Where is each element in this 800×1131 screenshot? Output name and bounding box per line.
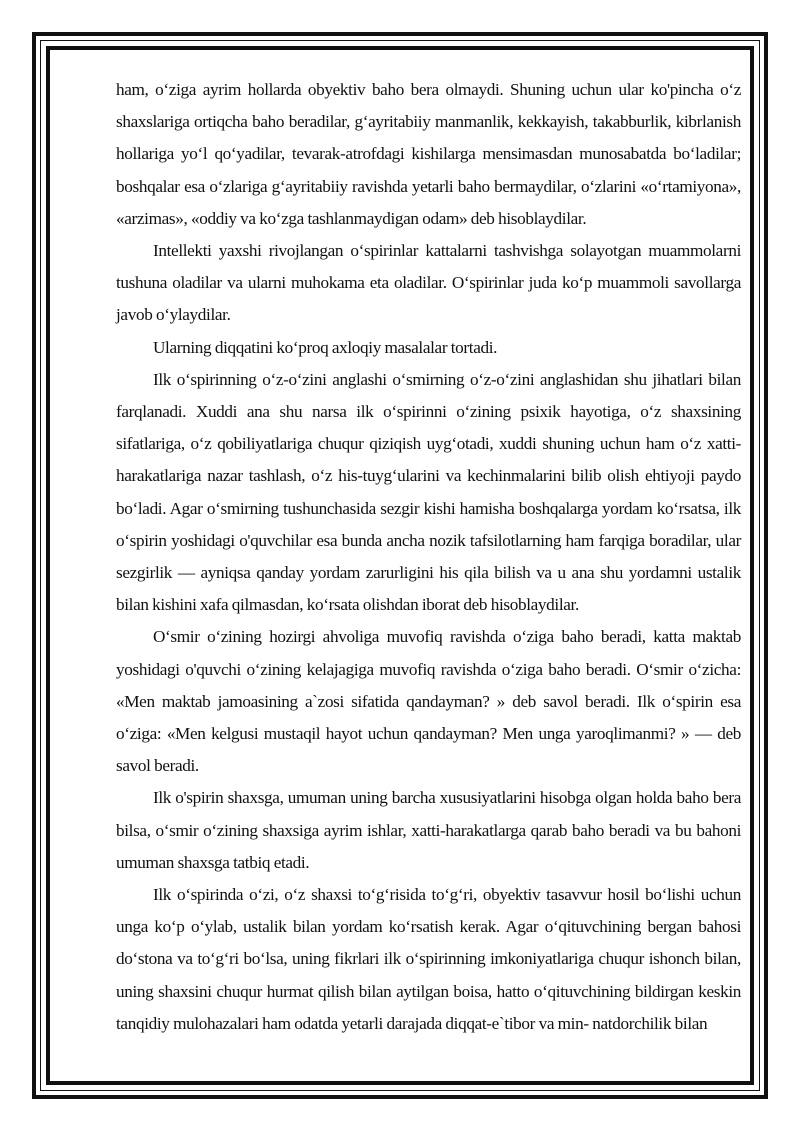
page-body <box>116 74 741 1040</box>
paragraph: Intellekti yaxshi rivojlangan o‘spirinlar kattalarni tashvishga solayotgan muammolarni tushuna oladilar va ularni muhokama eta oladilar. O‘spirinlar juda ko‘p muammoli savollarga javob o‘ylaydilar. <box>116 241 741 325</box>
paragraph: Ularning diqqatini ko‘proq axloqiy masalalar tortadi. <box>153 337 498 357</box>
paragraph: Ilk o‘spirinning o‘z-o‘zini anglashi o‘smirning o‘z-o‘zini anglashidan shu jihatlari bilan farqlanadi. Xuddi ana shu narsa ilk o‘spirinni o‘zining psixik hayotiga, o‘z shaxsining sifatlariga, o‘z qobiliyatlariga chuqur qiziqish uyg‘otadi, xuddi shuning uchun ham o‘z xatti-harakatlariga nazar tashlash, o‘z his-tuyg‘ularini va kechinmalarini bilib olish ehtiyoji paydo bo‘ladi. Agar o‘smirning tushunchasida sezgir kishi hamisha boshqalarga yordam ko‘rsatsa, ilk o‘spirin yoshidagi o'quvchilar esa bunda ancha nozik tafsilotlarning ham farqiga boradilar, ular sezgirlik — ayniqsa qanday yordam zarurligini his qila bilish va u ana shu yordamni ustalik bilan kishini xafa qilmasdan, ko‘rsata olishdan iborat deb hisoblaydilar. <box>116 369 741 615</box>
paragraph: Ilk o‘spirinda o‘zi, o‘z shaxsi to‘g‘risida to‘g‘ri, obyektiv tasavvur hosil bo‘lishi uchun unga ko‘p o‘ylab, ustalik bilan yordam ko‘rsatish kerak. Agar o‘qituvchining bergan bahosi do‘stona va to‘g‘ri bo‘lsa, uning fikrlari ilk o‘spirinning imkoniyatlariga chuqur ishonch bilan, uning shaxsini chuqur hurmat qilish bilan aytilgan boisa, hatto o‘qituvchining bildirgan keskin tanqidiy mulohazalari ham odatda yetarli darajada diqqat-e`tibor va min- natdorchilik bilan <box>116 885 741 1033</box>
paragraph: ham, o‘ziga ayrim hollarda obyektiv baho bera olmaydi. Shuning uchun ular ko'pincha o‘z shaxslariga ortiqcha baho beradilar, g‘ayritabiiy manmanlik, kekkayish, takabburlik, kibrlanish hollariga yo‘l qo‘yadilar, tevarak-atrofdagi kishilarga mensimasdan munosabatda bo‘ladilar; boshqalar esa o‘zlariga g‘ayritabiiy ravishda yetarli baho bermaydilar, o‘zlarini «o‘rtamiyona», «arzimas», «oddiy va ko‘zga tashlanmaydigan odam» deb hisoblaydilar. <box>116 80 741 228</box>
paragraph: O‘smir o‘zining hozirgi ahvoliga muvofiq ravishda o‘ziga baho beradi, katta maktab yoshidagi o'quvchi o‘zining kelajagiga muvofiq ravishda o‘ziga baho beradi. O‘smir o‘zicha: «Men maktab jamoasining a`zosi sifatida qandayman? » deb savol beradi. Ilk o‘spirin esa o‘ziga: «Men kelgusi mustaqil hayot uchun qandayman? Men unga yaroqlimanmi? » — deb savol beradi. <box>116 627 741 776</box>
paragraph: Ilk o'spirin shaxsga, umuman uning barcha xususiyatlarini hisobga olgan holda baho bera bilsa, o‘smir o‘zining shaxsiga ayrim ishlar, xatti-harakatlarga qarab baho beradi va bu bahoni umuman shaxsga tatbiq etadi. <box>116 788 741 872</box>
